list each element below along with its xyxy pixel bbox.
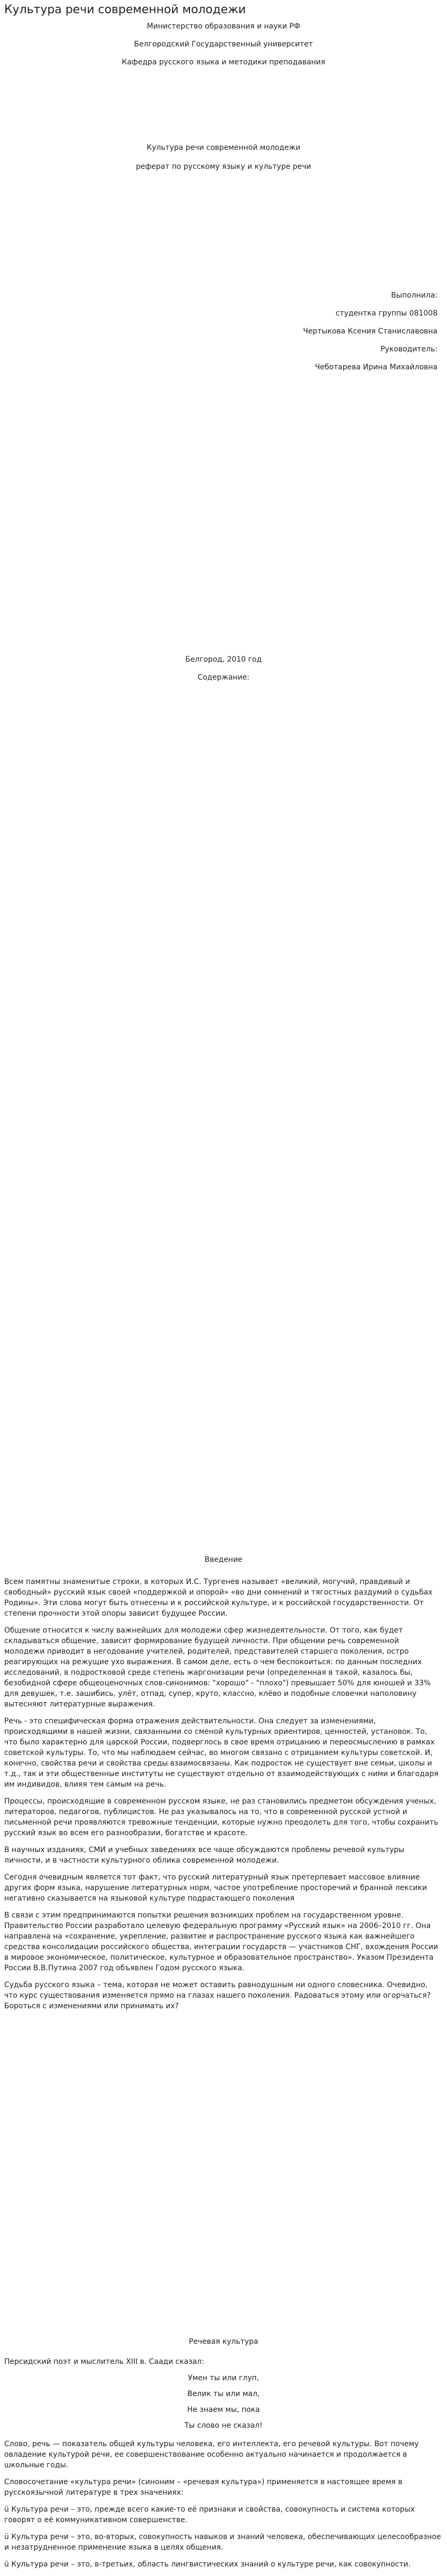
work-type: реферат по русскому языку и культуре речи: [136, 163, 311, 171]
poem-line: Велик ты или мал,: [187, 2390, 260, 2398]
intro-paragraph: Сегодня очевидным является тот факт, что русский литературный язык претерпевает массовое влияние других форм языка, нарушение литературных норм, частое употребление просторечий и бранной лексики негативно сказывается на языковой культуре подрастающего поколения: [4, 1873, 427, 1903]
document-title: Культура речи современной молодежи: [4, 3, 246, 16]
university-line: Белгородский Государственный университет: [134, 40, 313, 49]
intro-paragraph: В научных изданиях, СМИ и учебных заведениях все чаще обсуждаются проблемы речевой культуры личности, и в частности культурного облика современной молодежи.: [4, 1846, 405, 1865]
intro-paragraph: Речь - это специфическая форма отражения действительности. Она следует за изменениями, происходящими в нашей жизни, связанными со сменой культурных ориентиров, ценностей, установок. То, что было характерно для царской России, подверглось в свое время отрицанию и переосмыслению в рамках советской культуры. То, что мы наблюдаем сейчас, во многом связано с отрицанием культуры советской. И, конечно, свойства речи и свойства среды взаимосвязаны. Как подросток не существует вне семьи, школы и т.д., так и эти общественные институты не существуют отдельно от взаимодействующих с ними и благодаря им индивидов, влияя тем самым на речь.: [4, 1717, 439, 1789]
introduction-title: Введение: [204, 1556, 243, 1564]
saadi-poem: [0, 2370, 447, 2434]
speech-culture-title: Речевая культура: [188, 2338, 259, 2346]
speech-paragraph: Словосочетание «культура речи» (синоним – «речевая культура») применяется в настоящее время в русскоязычной литературе в трех значениях:: [4, 2478, 403, 2497]
intro-paragraph: Всем памятны знаменитые строки, в которых И.С. Тургенев называет «великий, могучий, правдивый и свободный» русский язык своей «поддержкой и опорой» «во дни сомнений и тягостных раздумий о судьбах Родины». Эти слова могут быть отнесены и к российской культуре, и к российской государственности. От степени прочности этой опоры зависит будущее России.: [4, 1578, 433, 1618]
speech-paragraph: Слово, речь — показатель общей культуры человека, его интеллекта, его речевой культуры. Вот почему овладение культурой речи, ее совершенствование особенно актуально начинается и продолжается в школьные годы.: [4, 2440, 419, 2469]
department-line: Кафедра русского языка и методики преподавания: [121, 58, 326, 66]
poem-line: Умен ты или глуп,: [188, 2374, 259, 2382]
introduction-body: [4, 1577, 441, 2018]
city-year: Белгород, 2010 год: [185, 655, 262, 664]
student-name: Чертыкова Ксения Станиславовна: [303, 327, 438, 336]
contents-label: Содержание:: [197, 673, 250, 682]
speech-culture-intro: Персидский поэт и мыслитель XIII в. Саади сказал:: [4, 2358, 204, 2366]
speech-list-item: ü Культура речи – это, в-третьих, область лингвистических знаний о культуре речи, как совокупности.: [4, 2560, 411, 2569]
speech-list-item: ü Культура речи – это, во-вторых, совокупность навыков и знаний человека, обеспечивающих целесообразное и незатрудненное применение языка в целях общения.: [4, 2533, 441, 2552]
intro-paragraph: В связи с этим предпринимаются попытки решения возникших проблем на государственном уровне. Правительство России разработало целевую федеральную программу «Русский язык» на 2006–2010 гг. Она направлена на «сохранение, укрепление, развитие и распространение русского языка как важнейшего средства консолидации российского общества, интеграции государств — участников СНГ, вхождения России в мировое экономическое, политическое, культурное и образовательное пространство». Указом Президента России В.В.Путина 2007 год объявлен Годом русского языка.: [4, 1911, 439, 1972]
supervisor-name: Чеботарева Ирина Михайловна: [315, 363, 438, 371]
poem-line: Ты слово не сказал!: [184, 2421, 263, 2430]
work-title: Культура речи современной молодежи: [146, 144, 301, 152]
supervisor-label: Руководитель:: [380, 345, 438, 354]
performed-label: Выполнила:: [391, 291, 438, 300]
intro-paragraph: Общение относится к числу важнейших для молодежи сфер жизнедеятельности. От того, как будет складываться общение, зависит формирование будущей личности. При общении речь современной молодежи приводит в негодование учителей, родителей, представителей старшего поколения, остро реагирующих на режущие ухо выражения. В самом деле, есть о чем беспокоиться: по данным последних исследований, в подростковой среде степень жаргонизации речи (определенная в такой, казалось бы, безобидной сфере общеоценочных слов-синонимов: "хорошо" - "плохо") превышает 50% для юношей и 33% для девушек, т.е. зашибись, улёт, отпад, супер, круто, классно, клёво и подобные словечки наполовину вытесняют литературные выражения.: [4, 1626, 431, 1709]
speech-list-item: ü Культура речи – это, прежде всего какие-то её признаки и свойства, совокупность и система которых говорят о её коммуникативном совершенстве.: [4, 2505, 415, 2524]
intro-paragraph: Судьба русского языка – тема, которая не может оставить равнодушным ни одного словесника. Очевидно, что курс существования изменяется прямо на глазах нашего поколения. Радоваться этому или огорчаться? Бороться с изменениями или принимать их?: [4, 1981, 431, 2010]
student-group: студентка группы 081008: [335, 309, 438, 318]
intro-paragraph: Процессы, происходящие в современном русском языке, не раз становились предметом обсуждения ученых, литераторов, педагогов, публицистов. Не раз указывалось на то, что в современной русской устной и письменной речи проявляются тревожные тенденции, которые нужно преодолеть для того, чтобы сохранить русский язык во всем его разнообразии, богатстве и красоте.: [4, 1797, 439, 1837]
speech-culture-body: [4, 2439, 441, 2576]
ministry-line: Министерство образования и науки РФ: [147, 22, 300, 31]
poem-line: Не знаем мы, пока: [187, 2406, 260, 2414]
